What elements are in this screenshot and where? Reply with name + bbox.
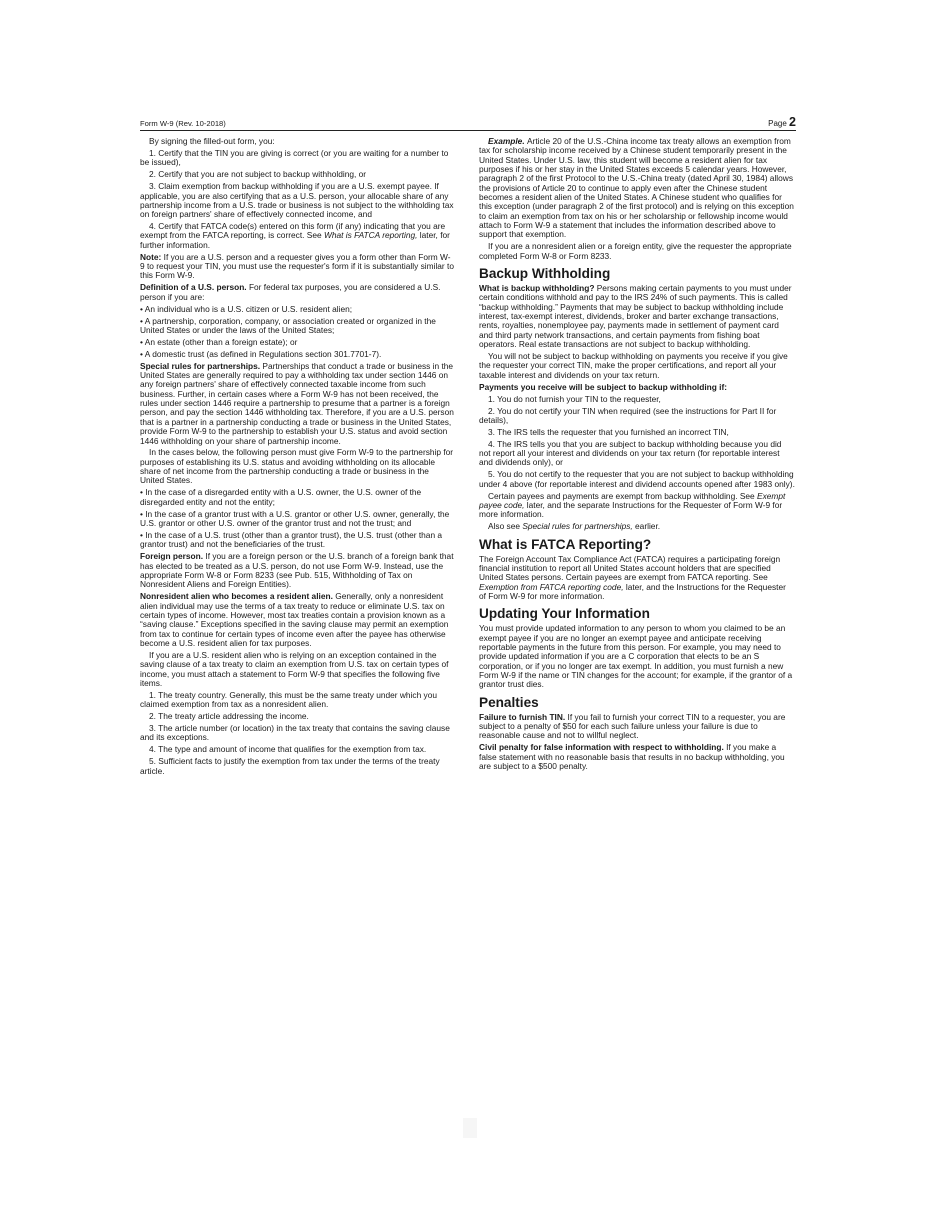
text-run: • An individual who is a U.S. citizen or U.S. resident alien; <box>140 303 353 314</box>
form-id: Form W-9 (Rev. 10-2018) <box>140 119 226 128</box>
text-run: 2. Certify that you are not subject to backup withholding, or <box>149 169 367 180</box>
paragraph <box>479 743 795 771</box>
text-run: • In the case of a disregarded entity with a U.S. owner, the U.S. owner of the disregarded entity and not the entity; <box>140 487 422 507</box>
text-run: 3. The article number (or location) in the tax treaty that contains the saving clause and its exceptions. <box>140 723 450 743</box>
text-run: For federal tax purposes, you are considered a U.S. person if you are: <box>140 282 441 302</box>
text-run: If you are a nonresident alien or a foreign entity, give the requester the appropriate completed Form W-8 or Form 8233. <box>479 241 792 261</box>
paragraph <box>479 383 795 392</box>
text-run: Article 20 of the U.S.-China income tax treaty allows an exemption from tax for scholarship income received by a Chinese student temporarily present in the United States. Under U.S. law, this student will become a resident alien for tax purposes if his or her stay in the United States exceeds 5 calendar years. However, paragraph 2 of the first Protocol to the U.S.-China treaty (dated April 30, 1984) allows the provisions of Article 20 to continue to apply even after the Chinese student becomes a resident alien of the United States. A Chinese student who qualifies for this exception (under paragraph 2 of the first protocol) and is relying on this exception to claim an exemption from tax on his or her scholarship or fellowship income would attach to Form W-9 a statement that includes the information described above to support that exemption. <box>479 136 794 240</box>
paragraph <box>479 137 795 240</box>
text-run: 5. You do not certify to the requester that you are not subject to backup withholding under 4 above (for reportable interest and dividend accounts opened after 1983 only). <box>479 469 795 489</box>
text-run: Penalties <box>479 694 539 710</box>
paragraph <box>140 531 454 550</box>
text-run: If you are a foreign person or the U.S. branch of a foreign bank that has elected to be treated as a U.S. person, do not use Form W-9. Instead, use the appropriate Form W-8 or Form 8233 (see Pub. 515, Withholding of Tax on Nonresident Aliens and Foreign Entities). <box>140 551 454 590</box>
text-run: 4. The IRS tells you that you are subject to backup withholding because you did not report all your interest and dividends on your tax return (for reportable interest and dividends only), or <box>479 438 782 468</box>
page-number-value: 2 <box>789 115 796 129</box>
paragraph <box>479 440 795 468</box>
text-run: If you are a U.S. resident alien who is relying on an exception contained in the saving clause of a tax treaty to claim an exemption from U.S. tax on certain types of income, you must attach a statement to Form W-9 that specifies the following five items. <box>140 649 449 688</box>
paragraph <box>479 713 795 741</box>
paragraph <box>479 352 795 380</box>
text-run: • A partnership, corporation, company, or association created or organized in the United States or under the laws of the United States; <box>140 315 436 335</box>
paragraph <box>140 283 454 302</box>
text-run: You must provide updated information to any person to whom you claimed to be an exempt payee if you are no longer an exempt payee and anticipate receiving reportable payments in the future from this person. For example, you may need to provide updated information if you are a C corporation that elects to be an S corporation, or if you no longer are tax exempt. In addition, you must furnish a new Form W-9 if the name or TIN changes for the account; for example, if the grantor of a grantor trust dies. <box>479 623 793 690</box>
text-run: 4. Certify that FATCA code(s) entered on this form (if any) indicating that you are exempt from the FATCA reporting, is correct. See <box>140 221 446 241</box>
paragraph <box>479 407 795 426</box>
text-run: Generally, only a nonresident alien individual may use the terms of a tax treaty to reduce or eliminate U.S. tax on certain types of income. However, most tax treaties contain a provision known as a “saving clause.” Exceptions specified in the saving clause may permit an exemption from tax to continue for certain types of income even after the payee has otherwise become a U.S. resident alien for tax purposes. <box>140 591 449 648</box>
text-run: • A domestic trust (as defined in Regulations section 301.7701-7). <box>140 348 382 359</box>
text-run: What is FATCA Reporting? <box>479 536 652 552</box>
page-label: Page <box>768 119 790 128</box>
paragraph <box>140 757 454 776</box>
emphasis-run: Failure to furnish TIN. <box>479 711 568 722</box>
paragraph <box>140 510 454 529</box>
emphasis-run: Special rules for partnerships, <box>522 521 633 532</box>
paragraph <box>140 338 454 347</box>
section-heading <box>479 606 795 622</box>
paragraph <box>479 470 795 489</box>
page-header <box>140 114 796 131</box>
emphasis-run: Exemption from FATCA reporting code, <box>479 581 624 592</box>
text-run: If you fail to furnish your correct TIN to a requester, you are subject to a penalty of $50 for each such failure unless your failure is due to reasonable cause and not to willful neglect. <box>479 711 786 741</box>
paragraph <box>140 448 454 485</box>
paragraph <box>140 149 454 168</box>
text-run: 3. Claim exemption from backup withholding if you are a U.S. exempt payee. If applicable, you are also certifying that as a U.S. person, your allocable share of any partnership income from a U.S. trade or business is not subject to the withholding tax on foreign partners' share of effectively connected income, and <box>140 181 454 220</box>
text-run: Partnerships that conduct a trade or business in the United States are generally required to pay a withholding tax under section 1446 on any foreign partners' share of effectively connected taxable income from such business. Further, in certain cases where a Form W-9 has not been received, the rules under section 1446 require a partnership to presume that a partner is a foreign person, and pay the section 1446 withholding tax. Therefore, if you are a U.S. person that is a partner in a partnership conducting a trade or business in the United States, provide Form W-9 to the partnership to establish your U.S. status and avoid section 1446 withholding on your share of partnership income. <box>140 360 454 446</box>
right-column <box>479 137 795 774</box>
text-run: Updating Your Information <box>479 606 650 622</box>
text-run: Certain payees and payments are exempt from backup withholding. See <box>488 490 758 501</box>
section-heading <box>479 695 795 711</box>
paragraph <box>140 222 454 250</box>
emphasis-run: Example. <box>488 136 527 146</box>
text-run: • In the case of a grantor trust with a U.S. grantor or other U.S. owner, generally, the U.S. grantor or other U.S. owner of the grantor trust and not the trust; and <box>140 508 450 529</box>
paragraph <box>140 305 454 314</box>
paragraph <box>479 395 795 404</box>
emphasis-run: Exempt payee code, <box>479 490 786 511</box>
text-run: The Foreign Account Tax Compliance Act (FATCA) requires a participating foreign financial institution to report all United States account holders that are specified United States persons. Certain payees are exempt from FATCA reporting. See <box>479 553 781 583</box>
emphasis-run: What is backup withholding? <box>479 283 597 294</box>
text-run: Persons making certain payments to you must under certain conditions withhold and pay to the IRS 24% of such payments. This is called “backup withholding.” Payments that may be subject to backup withholding include interest, tax-exempt interest, dividends, broker and barter exchange transactions, rents, royalties, nonemployee pay, payments made in settlement of payment card and third party network transactions, and certain payments from fishing boat operators. Real estate transactions are not subject to backup withholding. <box>479 283 792 350</box>
emphasis-run: Special rules for partnerships. <box>140 360 263 371</box>
section-heading <box>479 266 795 282</box>
emphasis-run: Definition of a U.S. person. <box>140 282 249 293</box>
paragraph <box>140 552 454 589</box>
paragraph <box>140 317 454 336</box>
text-run: 2. The treaty article addressing the income. <box>149 711 309 722</box>
paragraph <box>479 522 795 531</box>
paragraph <box>140 170 454 179</box>
text-run: Backup Withholding <box>479 266 611 282</box>
text-run: By signing the filled-out form, you: <box>149 136 275 146</box>
paragraph <box>479 624 795 689</box>
paragraph <box>479 428 795 437</box>
emphasis-run: What is FATCA reporting, <box>323 230 418 241</box>
emphasis-run: Note: <box>140 251 164 262</box>
section-heading <box>479 537 795 553</box>
paragraph <box>140 137 454 146</box>
paragraph <box>479 284 795 349</box>
text-run: 4. The type and amount of income that qualifies for the exemption from tax. <box>149 744 427 755</box>
emphasis-run: Foreign person. <box>140 551 206 562</box>
text-run: later, for further information. <box>140 230 450 250</box>
left-column <box>140 137 454 779</box>
emphasis-run: Civil penalty for false information with respect to withholding. <box>479 742 727 753</box>
text-run: 5. Sufficient facts to justify the exemption from tax under the terms of the treaty article. <box>140 756 440 776</box>
text-run: 1. The treaty country. Generally, this must be the same treaty under which you claimed exemption from tax as a nonresident alien. <box>140 689 437 710</box>
paragraph <box>140 724 454 743</box>
paragraph <box>479 492 795 520</box>
paragraph <box>140 592 454 648</box>
paragraph <box>140 350 454 359</box>
paragraph <box>140 691 454 710</box>
paragraph <box>140 488 454 507</box>
text-run: If you make a false statement with no reasonable basis that results in no backup withholding, you are subject to a $500 penalty. <box>479 742 785 772</box>
paragraph <box>140 712 454 721</box>
paragraph <box>479 242 795 261</box>
text-run: • In the case of a U.S. trust (other than a grantor trust), the U.S. trust (other than a grantor trust) and not the beneficiaries of the trust. <box>140 529 443 550</box>
text-run: 3. The IRS tells the requester that you furnished an incorrect TIN, <box>488 426 729 437</box>
paragraph <box>140 253 454 281</box>
text-run: • An estate (other than a foreign estate); or <box>140 336 298 347</box>
text-run: later, and the separate Instructions for the Requester of Form W-9 for more information. <box>479 500 783 520</box>
scan-artifact <box>463 1118 477 1138</box>
text-run: 1. You do not furnish your TIN to the requester, <box>488 393 661 404</box>
text-run: 2. You do not certify your TIN when required (see the instructions for Part II for details), <box>479 405 777 425</box>
text-run: You will not be subject to backup withholding on payments you receive if you give the requester your correct TIN, make the proper certifications, and report all your taxable interest and dividends on your tax return. <box>479 351 788 380</box>
text-run: earlier. <box>632 521 661 532</box>
text-run: Also see <box>488 521 523 532</box>
text-run: If you are a U.S. person and a requester gives you a form other than Form W-9 to request your TIN, you must use the requester's form if it is substantially similar to this Form W-9. <box>140 251 454 281</box>
paragraph <box>140 182 454 219</box>
text-run: In the cases below, the following person must give Form W-9 to the partnership for purposes of establishing its U.S. status and avoiding withholding on its allocable share of net income from the partnership conducting a trade or business in the United States. <box>140 447 454 486</box>
text-run: later, and the Instructions for the Requester of Form W-9 for more information. <box>479 581 786 602</box>
emphasis-run: Nonresident alien who becomes a resident alien. <box>140 591 336 602</box>
page-number <box>768 115 796 129</box>
text-run: 1. Certify that the TIN you are giving is correct (or you are waiting for a number to be issued), <box>140 147 449 168</box>
emphasis-run: Payments you receive will be subject to backup withholding if: <box>479 381 728 392</box>
paragraph <box>140 651 454 688</box>
paragraph <box>479 555 795 602</box>
paragraph <box>140 745 454 754</box>
paragraph <box>140 362 454 446</box>
